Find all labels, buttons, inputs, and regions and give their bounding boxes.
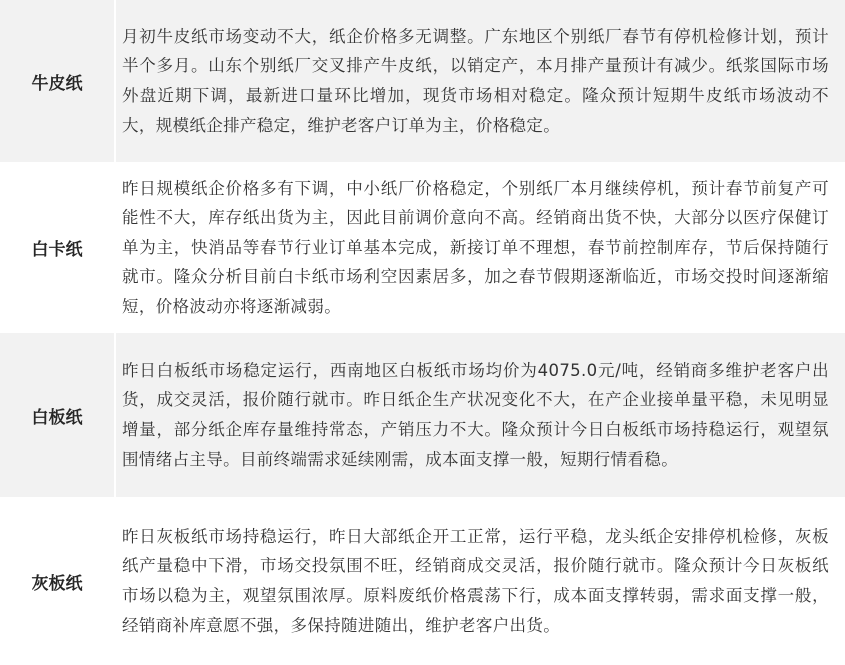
category-label: 白板纸	[31, 407, 83, 428]
description-cell	[116, 333, 845, 497]
description-text: 昨日灰板纸市场持稳运行，昨日大部纸企开工正常，运行平稳，龙头纸企安排停机检修，灰板纸产量稳中下滑，市场交投氛围不旺，经销商成交灵活，报价随行就市。隆众预计今日灰板纸市场以稳为主，观望氛围浓厚。原料废纸价格震荡下行，成本面支撑转弱，需求面支撑一般，经销商补库意愿不强，多保持随进随出，维护老客户出货。	[122, 526, 829, 635]
description-text: 昨日规模纸企价格多有下调，中小纸厂价格稳定，个别纸厂本月继续停机，预计春节前复产可能性不大，库存纸出货为主，因此目前调价意向不高。经销商出货不快，大部分以医疗保健订单为主，快消品等春节行业订单基本完成，新接订单不理想，春节前控制库存，节后保持随行就市。隆众分析目前白卡纸市场利空因素居多，加之春节假期逐渐临近，市场交投时间逐渐缩短，价格波动亦将逐渐减弱。	[122, 178, 829, 316]
table-row-white-board	[0, 333, 845, 498]
category-label: 灰板纸	[31, 573, 83, 594]
table-row-kraft-paper	[0, 0, 845, 163]
description-cell	[116, 0, 845, 162]
description-cell	[116, 163, 845, 332]
table-row-grey-board	[0, 498, 845, 665]
category-label: 牛皮纸	[31, 73, 83, 94]
description-cell	[116, 498, 845, 664]
description-text: 月初牛皮纸市场变动不大，纸企价格多无调整。广东地区个别纸厂春节有停机检修计划，预计半个多月。山东个别纸厂交叉排产牛皮纸，以销定产，本月排产量预计有减少。纸浆国际市场外盘近期下调，最新进口量环比增加，现货市场相对稳定。隆众预计短期牛皮纸市场波动不大，规模纸企排产稳定，维护老客户订单为主，价格稳定。	[122, 26, 829, 135]
description-text: 昨日白板纸市场稳定运行，西南地区白板纸市场均价为4075.0元/吨，经销商多维护老客户出货，成交灵活，报价随行就市。昨日纸企生产状况变化不大，在产企业接单量平稳，未见明显增量，部分纸企库存量维持常态，产销压力不大。隆众预计今日白板纸市场持稳运行，观望氛围情绪占主导。目前终端需求延续刚需，成本面支撑一般，短期行情看稳。	[122, 360, 829, 469]
category-label: 白卡纸	[31, 240, 83, 260]
table-row-white-cardboard	[0, 163, 845, 333]
